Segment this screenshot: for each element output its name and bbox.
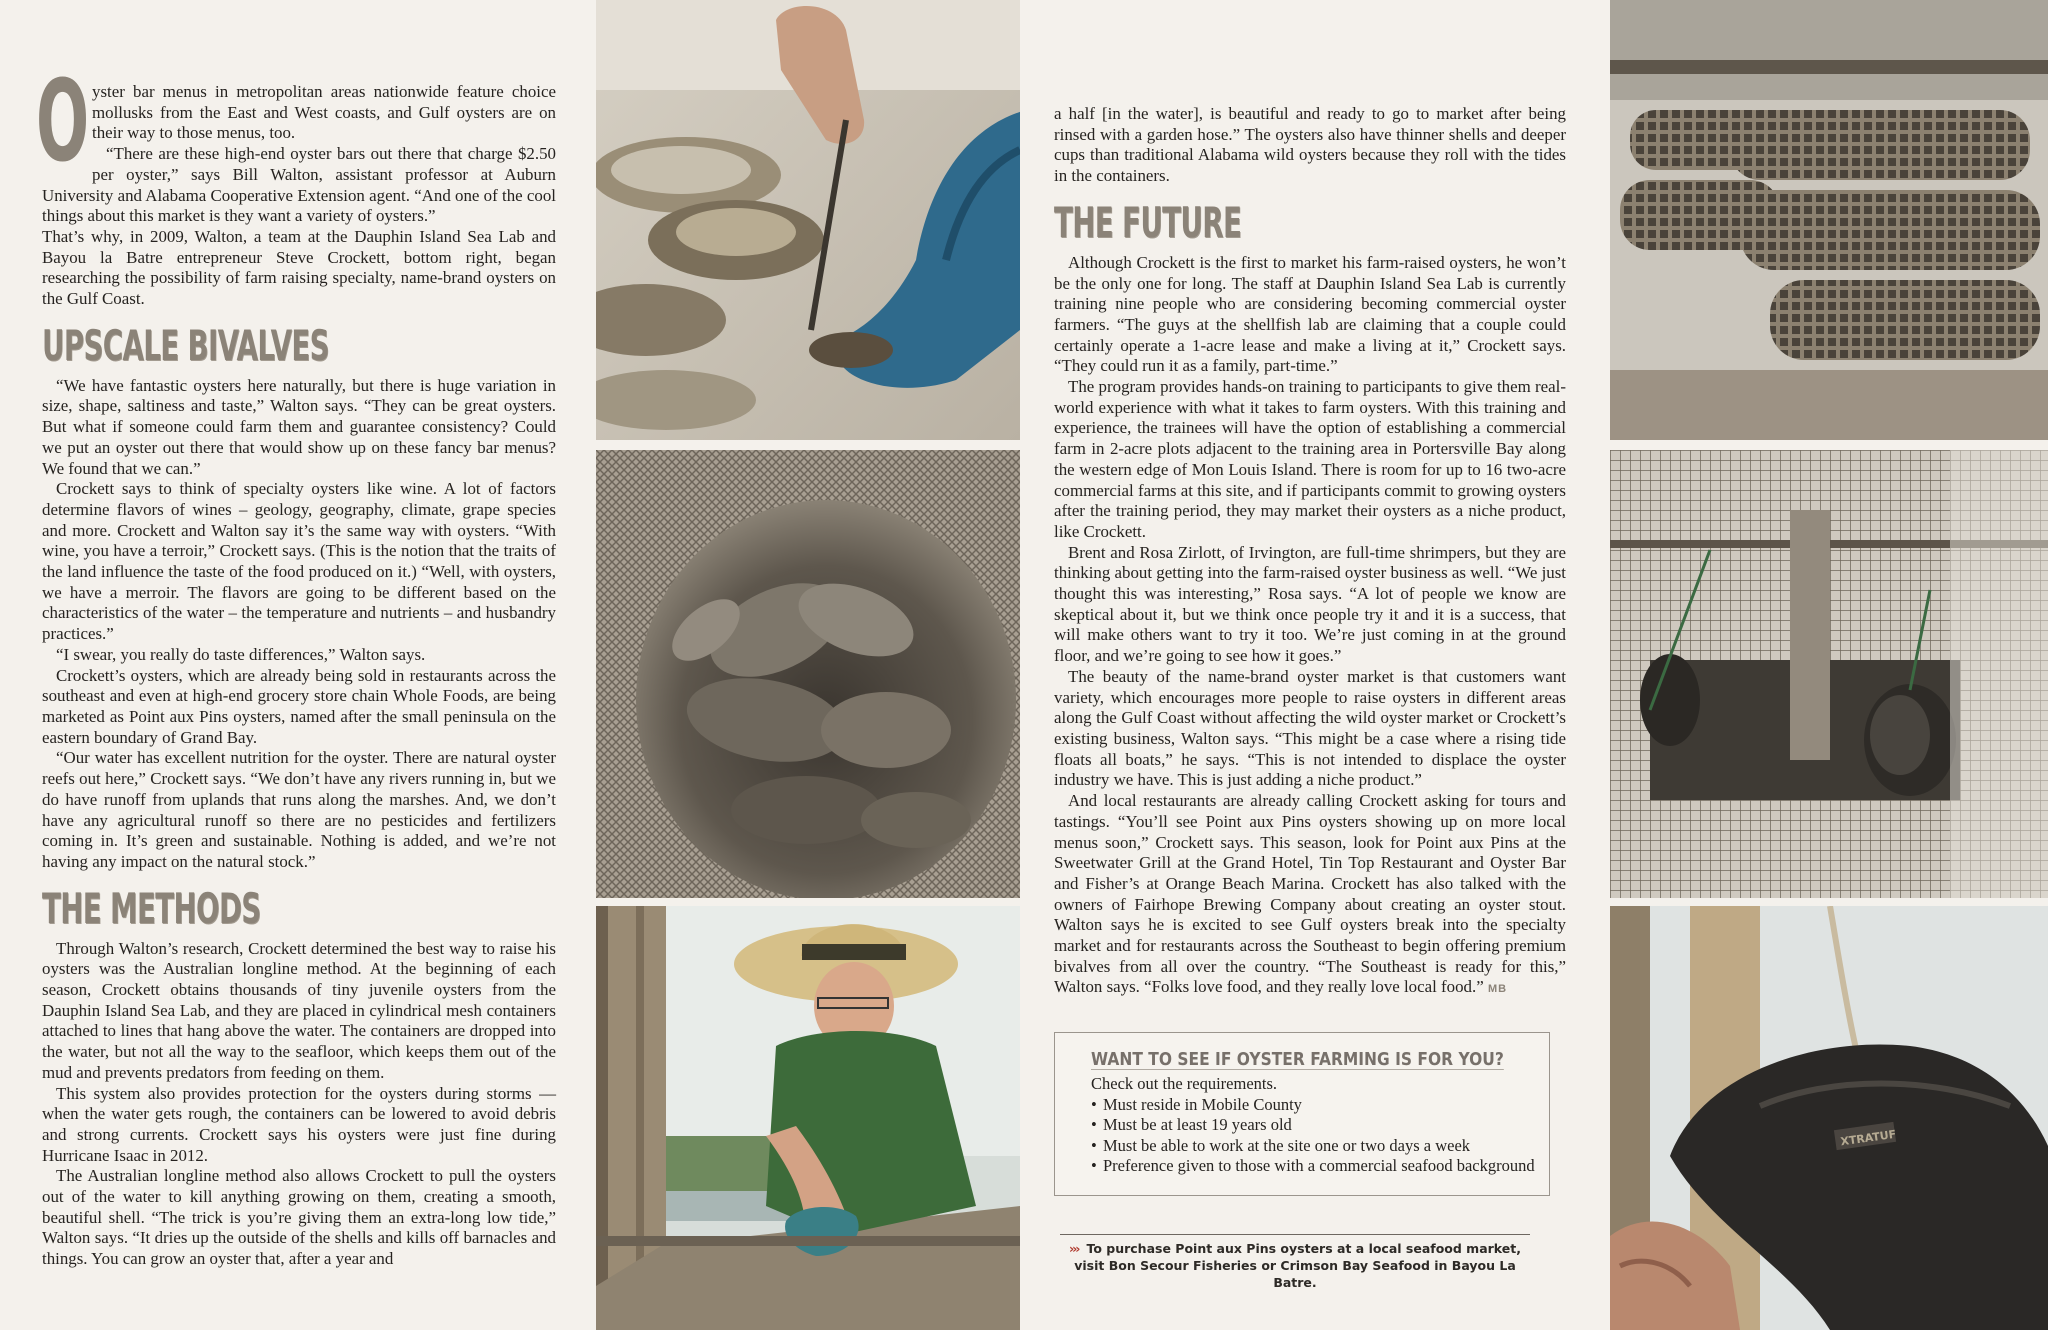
purchase-note: ››› To purchase Point aux Pins oysters at a local seafood market, visit Bon Secour Fisheries or Crimson Bay Seafood in Bayou La Batre.: [1068, 1241, 1521, 1290]
sidebar-intro: Check out the requirements.: [1091, 1074, 1278, 1093]
section1-paragraph: “I swear, you really do taste differences,” Walton says.: [56, 644, 426, 664]
section1-paragraph: “Our water has excellent nutrition for the oyster. There are natural oyster reefs out here,” Crockett says. “We don’t have any rivers running in, but we do have runoff from uplands that runs along the marshes. And, we don’t have any agricultural runoff so there are no pesticides and fertilizers coming in. It’s green and sustainable. Nothing is added, and we’re not having any impact on the natural stock.”: [42, 748, 556, 871]
section2-paragraph: The Australian longline method also allows Crockett to pull the oysters out of the water to kill anything growing on them, creating a smooth, beautiful shell. “The trick is you’re giving them an extra-long low tide,” Walton says. “It dries up the outside of the shells and kills off barnacles and things. You can grow an oyster that, after a year and: [42, 1166, 556, 1269]
list-item: • Must be at least 19 years old: [1091, 1115, 1549, 1136]
section1-paragraph: “We have fantastic oysters here naturally, but there is huge variation in size, shape, saltiness and taste,” Walton says. “They can be great oysters. But what if someone could farm them and guarantee consistency? Could we put an oyster out there that would show up on these fancy bar menus? We found that we can.”: [42, 375, 556, 478]
photo-mesh-containers: [1610, 0, 2048, 440]
photo-farmer-crockett: [596, 906, 1020, 1330]
boot-brand-label: XTRATUF: [1839, 1127, 1898, 1149]
section2-paragraph: Through Walton’s research, Crockett determined the best way to raise his oysters was the Australian longline method. At the beginning of each season, Crockett obtains thousands of tiny juvenile oysters from the Dauphin Island Sea Lab, and they are placed in cylindrical mesh containers attached to lines that hang above the water. The containers are dropped into the water, but not all the way to the seafloor, which keeps them out of the mud and prevents predators from feeding on them.: [42, 938, 556, 1082]
section1-paragraph: Crockett says to think of specialty oysters like wine. A lot of factors determine flavors of wines – geology, geography, climate, grape species and more. Crockett and Walton say it’s the same way with oysters. “With wine, you have a terroir,” Crockett says. (This is the notion that the traits of the land influence the taste of the food produced on it.) “Well, with oysters, we have a merroir. The flavors are going to be different based on the characteristics of the water – the temperature and nutrients – and husbandry practices.”: [42, 479, 556, 644]
intro-paragraph-2: “There are these high-end oyster bars out there that charge $2.50 per oyster,” says Bill Walton, assistant professor at Auburn University and Alabama Cooperative Extension agent. “And one of the cool things about this market is they want a variety of oysters.”: [42, 144, 556, 226]
sidebar-title: WANT TO SEE IF OYSTER FARMING IS FOR YOU?: [1091, 1049, 1504, 1070]
section2-paragraph: This system also provides protection for the oysters during storms — when the water gets rough, the containers can be lowered to avoid debris and strong currents. Crockett says his oysters were just fine during Hurricane Isaac in 2012.: [42, 1083, 556, 1165]
list-item: • Must reside in Mobile County: [1091, 1095, 1549, 1116]
requirements-list: [1091, 1095, 1549, 1177]
intro-paragraph-1: yster bar menus in metropolitan areas nationwide feature choice mollusks from the East and West coasts, and Gulf oysters are on their way to those menus, too.: [92, 82, 556, 143]
arrow-icon: ›››: [1068, 1241, 1079, 1256]
divider: [1060, 1234, 1530, 1235]
photo-oyster-shucking: [596, 0, 1020, 440]
byline-initials: MB: [1487, 983, 1508, 996]
list-item: • Must be able to work at the site one or two days a week: [1091, 1136, 1549, 1157]
section1-paragraph: Crockett’s oysters, which are already being sold in restaurants across the southeast and even at high-end grocery store chain Whole Foods, are being marketed as Point aux Pins oysters, named after the small peninsula on the eastern boundary of Grand Bay.: [42, 665, 556, 747]
section3-paragraph: The beauty of the name-brand oyster market is that customers want variety, which encourages more people to raise oysters in different areas along the Gulf Coast without affecting the wild oyster market or Crockett’s existing business, Walton says. “This might be a case where a rising tide floats all boats,” he says. “This is not intended to displace the oyster industry we have. This is just adding a niche product.”: [1054, 666, 1566, 790]
list-item: • Preference given to those with a commercial seafood background: [1091, 1156, 1549, 1177]
intro-paragraph-3: That’s why, in 2009, Walton, a team at the Dauphin Island Sea Lab and Bayou la Batre entrepreneur Steve Crockett, bottom right, began researching the possibility of farm raising specialty, name-brand oysters on the Gulf Coast.: [42, 226, 556, 309]
photo-oyster-basket: [596, 450, 1020, 898]
section-heading-upscale-bivalves: UPSCALE BIVALVES: [42, 320, 329, 370]
section-heading-the-methods: THE METHODS: [42, 883, 261, 933]
section3-paragraph: The program provides hands-on training to participants to give them real-world experience with what it takes to farm oysters. With this training and experience, the trainees will have the option of establishing a commercial farm in 2-acre plots adjacent to the training area in Portersville Bay along the western edge of Mon Louis Island. There is room for up to 16 two-acre commercial farms at this site, and if participants commit to growing oysters after the training period, they may market their oysters as a niche product, like Crockett.: [1054, 377, 1566, 541]
requirements-sidebar: [1054, 1032, 1550, 1196]
continued-paragraph: a half [in the water], is beautiful and ready to go to market after being rinsed with a garden hose.” The oysters also have thinner shells and deeper cups than traditional Alabama wild oysters because they roll with the tides in the containers.: [1054, 104, 1566, 186]
right-article-column: [1054, 104, 1566, 1000]
section3-paragraph-last: And local restaurants are already calling Crockett asking for tours and tastings. “You’ll see Point aux Pins oysters showing up on more local menus soon,” Crockett says. This season, look for Point aux Pins at the Sweetwater Grill at the Grand Hotel, Tin Top Restaurant and Oyster Bar and Fisher’s at Orange Beach Marina. Crockett has also talked with the owners of Fairhope Brewing Company about creating an oyster stout. Walton says he is excited to see Gulf oysters break into the specialty market and for restaurants across the Southeast to begin offering premium bivalves from all over the country. “The Southeast is ready for this,” Walton says. “Folks love food, and they really love local food.” MB: [1054, 791, 1566, 997]
section3-paragraph: Brent and Rosa Zirlott, of Irvington, are full-time shrimpers, but they are thinking about getting into the farm-raised oyster business as well. “We just thought this was interesting,” Rosa says. “A lot of people we know are skeptical about it, but we think once people try it and it is a success, that will make others want to try it too. We’re just coming in at the ground floor, and we’re going to see how it goes.”: [1054, 542, 1566, 666]
photo-cages-buoys: [1610, 450, 2048, 898]
section-heading-the-future: THE FUTURE: [1054, 197, 1242, 247]
left-article-column: [36, 57, 556, 1270]
drop-cap: O: [36, 57, 88, 187]
photo-rubber-boot: [1610, 906, 2048, 1330]
section3-paragraph: Although Crockett is the first to market his farm-raised oysters, he won’t be the only one for long. The staff at Dauphin Island Sea Lab is currently training nine people who are considering becoming commercial oyster farmers. “The guys at the shellfish lab are claiming that a couple could certainly operate a 1-acre lease and make a living at it,” Crockett says. “They could run it as a family, part-time.”: [1054, 252, 1566, 376]
